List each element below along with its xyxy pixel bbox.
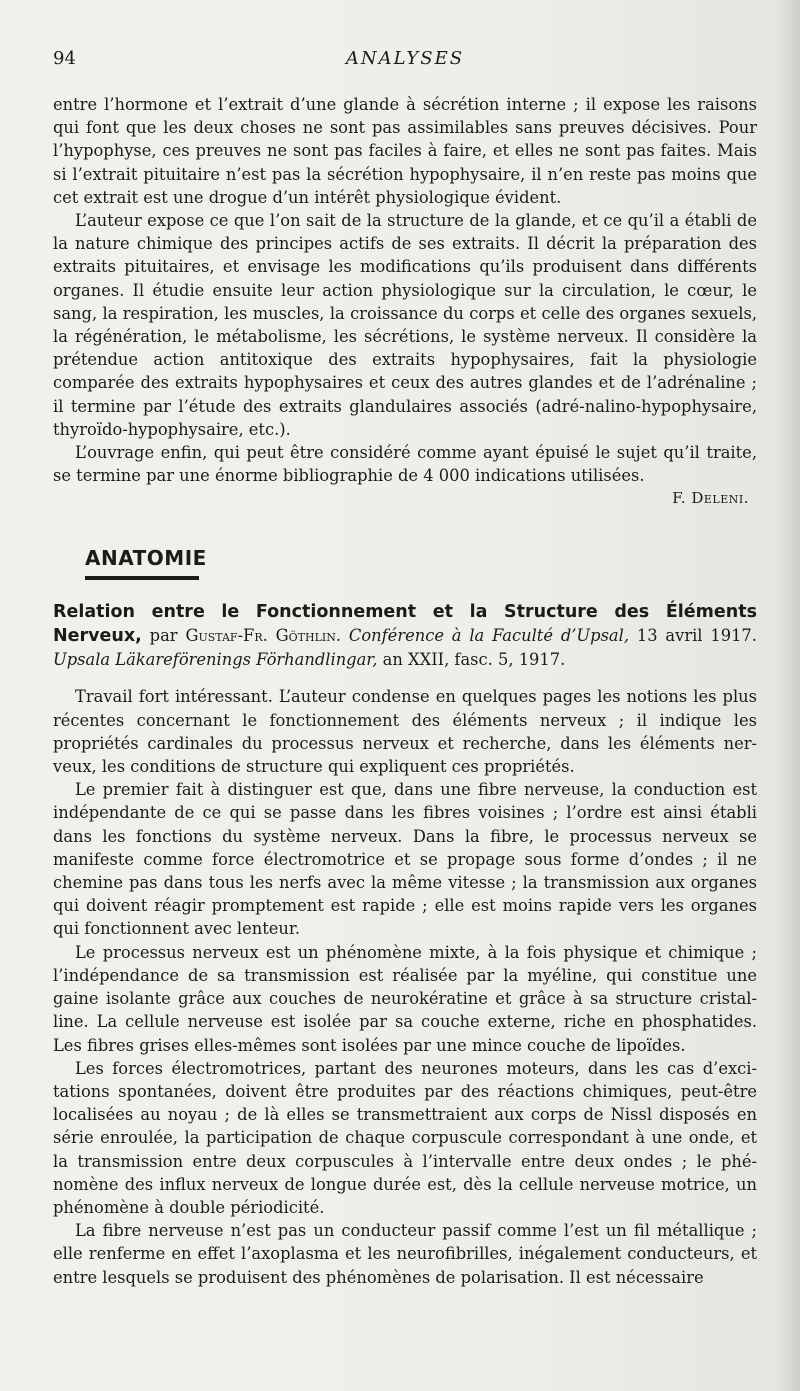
article-conference: Conférence à la Faculté d’Upsal, — [348, 626, 630, 646]
article-author: Gustaf-Fr. Göthlin. — [185, 626, 342, 646]
article-par: par — [149, 626, 178, 646]
article-title: Relation entre le Fonctionnement et la Structure des Éléments Nerveux, — [53, 602, 757, 647]
article-date: 13 avril 1917. — [636, 626, 757, 646]
review2-paragraph-1: Travail fort intéressant. L’auteur condense en quelques pages les notions les plus récentes concernant le fonctionnement des éléments nerveux ; il indique les propriétés cardinales du processus nerveux et recherche, dans les éléments ner-veux, les conditions de structure qui expliquent ces propriétés. — [53, 687, 757, 777]
section-heading-block — [85, 546, 207, 580]
page-content — [53, 93, 757, 1289]
review1-paragraph-3: L’ouvrage enfin, qui peut être considéré comme ayant épuisé le sujet qu’il traite, se termine par une énorme bibliographie de 4 000 indications utilisées. — [53, 443, 757, 486]
review2-paragraph-4: Les forces électromotrices, partant des neurones moteurs, dans les cas d’exci-tations spontanées, doivent être produites par des réactions chimiques, peut-être localisées au noyau ; de là elles se transmettraient aux corps de Nissl disposés en série enroulée, la participation de chaque corpuscule correspondant à une onde, et la transmission entre deux corpuscules à l’intervalle entre deux ondes ; le phé-nomène des influx nerveux de longue durée est, dès la cellule nerveuse motrice, un phénomène à double périodicité. — [53, 1058, 757, 1217]
review1-signature — [53, 487, 757, 510]
page-number: 94 — [53, 48, 76, 69]
review1-paragraph-1: entre l’hormone et l’extrait d’une glande à sécrétion interne ; il expose les raisons qui font que les deux choses ne sont pas assimilables sans preuves décisives. Pour l’hypophyse, ces preuves ne sont pas faciles à faire, et elles ne sont pas faites. Mais si l’extrait pituitaire n’est pas la sécrétion hypophysaire, il n’en reste pas moins que cet extrait est une drogue d’un intérêt physiologique évident. — [53, 95, 757, 207]
article-volume: an XXII, fasc. 5, 1917. — [382, 650, 566, 670]
section-title: ANATOMIE — [85, 546, 207, 571]
signature-name: F. Deleni. — [672, 489, 749, 508]
running-title: ANALYSES — [345, 48, 465, 69]
section-underline — [85, 576, 199, 580]
review2-paragraph-3: Le processus nerveux est un phénomène mixte, à la fois physique et chimique ; l’indépendance de sa transmission est réalisée par la myéline, qui constitue une gaine isolante grâce aux couches de neurokératine et grâce à sa structure cristal-line. La cellule nerveuse est isolée par sa couche externe, riche en phosphatides. Les fibres grises elles-mêmes sont isolées par une mince couche de lipoïdes. — [53, 942, 757, 1055]
review2-paragraph-2: Le premier fait à distinguer est que, dans une fibre nerveuse, la conduction est indépendante de ce qui se passe dans les fibres voisines ; l’ordre est ainsi établi dans les fonctions du système nerveux. Dans la fibre, le processus nerveux se manifeste comme force électromotrice et se propage sous forme d’ondes ; il ne chemine pas dans tous les nerfs avec la même vitesse ; la transmission aux organes qui doivent réagir promptement est rapide ; elle est moins rapide vers les organes qui fonctionnent avec lenteur. — [53, 780, 757, 939]
page-header — [53, 48, 757, 72]
review2-paragraph-5: La fibre nerveuse n’est pas un conducteur passif comme l’est un fil métallique ; elle renferme en effet l’axoplasma et les neurofibrilles, inégalement conducteurs, et entre lesquels se produisent des phénomènes de polarisation. Il est nécessaire — [53, 1221, 757, 1287]
article-journal: Upsala Läkareförenings Förhandlingar, — [53, 650, 378, 670]
review1-paragraph-2: L’auteur expose ce que l’on sait de la structure de la glande, et ce qu’il a établi de la nature chimique des principes actifs de ses extraits. Il décrit la préparation des extraits pituitaires, et envisage les modifications qu’ils produisent dans différents organes. Il étudie ensuite leur action physiologique sur la circulation, le cœur, le sang, la respiration, les muscles, la croissance du corps et celle des organes sexuels, la régénération, le métabolisme, les sécrétions, le système nerveux. Il considère la prétendue action antitoxique des extraits hypophysaires, fait la physiologie comparée des extraits hypophysaires et ceux des autres glandes et de l’adrénaline ; il termine par l’étude des extraits glandulaires associés (adré-nalino-hypophysaire, thyroïdo-hypophysaire, etc.). — [53, 211, 757, 439]
article-heading — [53, 600, 757, 671]
